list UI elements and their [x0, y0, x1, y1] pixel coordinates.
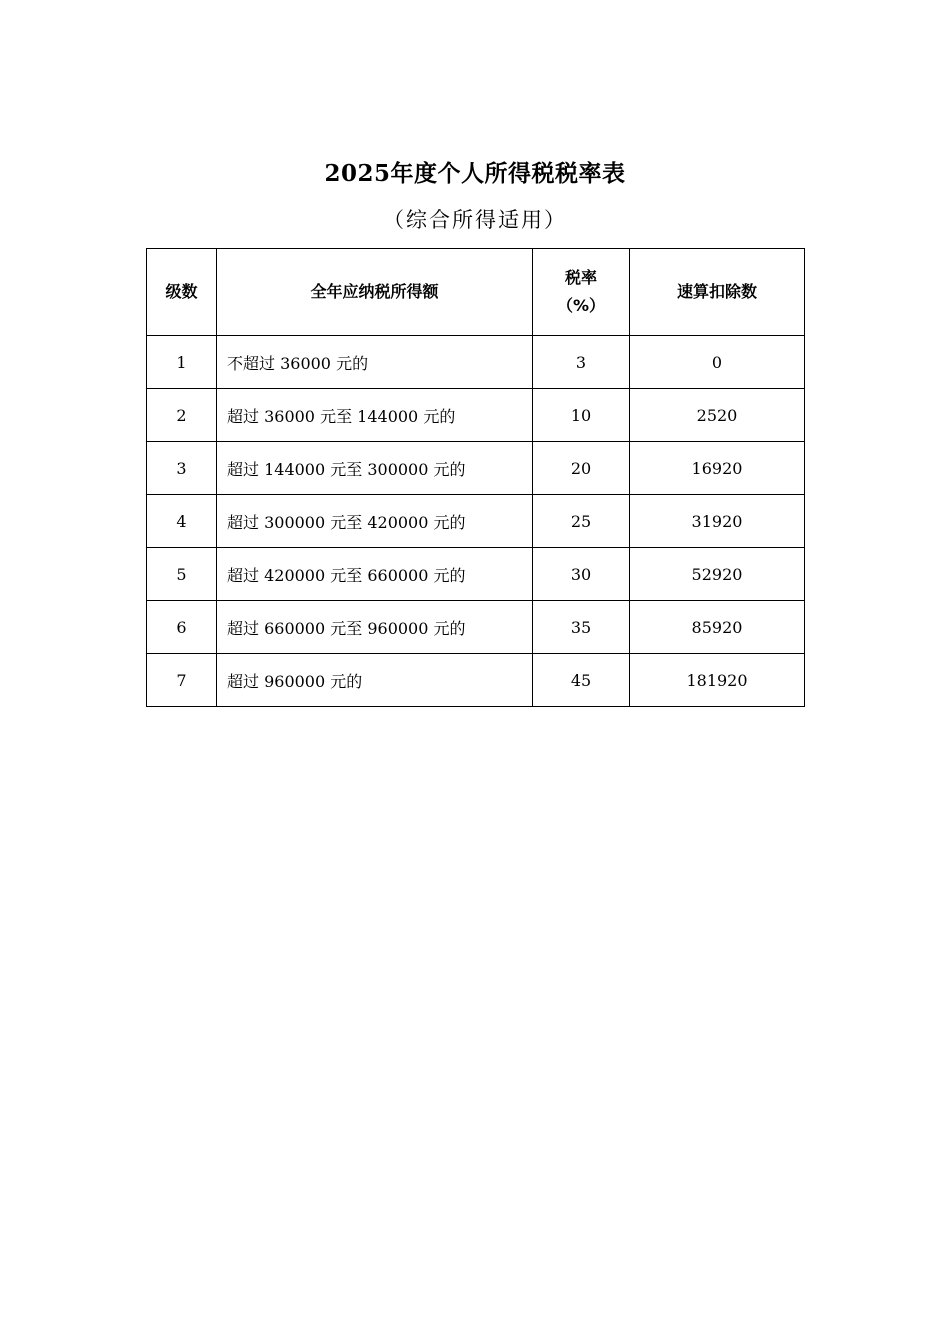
cell-deduction: 2520 [630, 389, 805, 442]
table-row [147, 654, 805, 707]
cell-range: 超过 960000 元的 [217, 654, 533, 707]
cell-level: 4 [147, 495, 217, 548]
header-range: 全年应纳税所得额 [217, 249, 533, 336]
cell-level: 1 [147, 336, 217, 389]
cell-deduction: 181920 [630, 654, 805, 707]
table-row [147, 336, 805, 389]
cell-rate: 10 [533, 389, 630, 442]
header-deduction: 速算扣除数 [630, 249, 805, 336]
header-rate-label: 税率 [564, 268, 597, 287]
cell-range: 超过 660000 元至 960000 元的 [217, 601, 533, 654]
cell-range: 超过 420000 元至 660000 元的 [217, 548, 533, 601]
table-row [147, 389, 805, 442]
cell-rate: 20 [533, 442, 630, 495]
cell-level: 3 [147, 442, 217, 495]
table-row [147, 442, 805, 495]
table-row [147, 495, 805, 548]
cell-level: 6 [147, 601, 217, 654]
table-row [147, 601, 805, 654]
header-level: 级数 [147, 249, 217, 336]
tax-rate-table [146, 248, 805, 707]
cell-rate: 45 [533, 654, 630, 707]
table-header-row [147, 249, 805, 336]
cell-deduction: 16920 [630, 442, 805, 495]
cell-level: 7 [147, 654, 217, 707]
cell-deduction: 85920 [630, 601, 805, 654]
cell-rate: 25 [533, 495, 630, 548]
cell-rate: 30 [533, 548, 630, 601]
table-row [147, 548, 805, 601]
cell-range: 超过 36000 元至 144000 元的 [217, 389, 533, 442]
document-subtitle: （综合所得适用） [383, 208, 567, 232]
cell-level: 5 [147, 548, 217, 601]
cell-range: 超过 144000 元至 300000 元的 [217, 442, 533, 495]
cell-rate: 35 [533, 601, 630, 654]
cell-deduction: 31920 [630, 495, 805, 548]
cell-range: 超过 300000 元至 420000 元的 [217, 495, 533, 548]
cell-rate: 3 [533, 336, 630, 389]
cell-deduction: 52920 [630, 548, 805, 601]
cell-deduction: 0 [630, 336, 805, 389]
header-rate [533, 249, 630, 336]
header-rate-unit: （%） [556, 296, 606, 315]
cell-range: 不超过 36000 元的 [217, 336, 533, 389]
cell-level: 2 [147, 389, 217, 442]
document-title: 2025年度个人所得税税率表 [324, 160, 626, 187]
